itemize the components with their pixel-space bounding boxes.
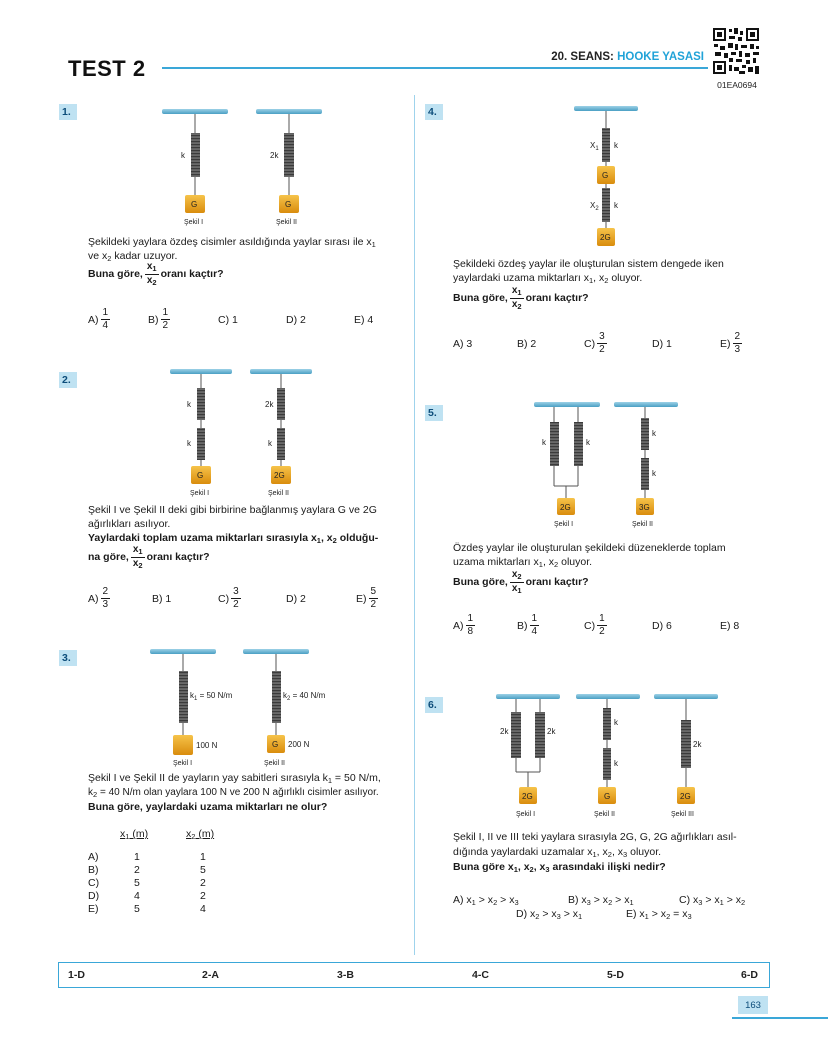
q6-text-line-1: Şekil I, II ve III teki yaylara sırasıyla 2G, G, 2G ağırlıkları asıl- <box>453 831 737 843</box>
question-6-number: 6. <box>425 697 443 713</box>
question-5-number: 5. <box>425 405 443 421</box>
question-2-number: 2. <box>59 372 77 388</box>
q6-spring-2b <box>603 748 611 780</box>
q2-option-d[interactable]: D) 2 <box>286 592 306 605</box>
svg-text:Şekil II: Şekil II <box>594 811 616 818</box>
svg-text:k1 = 50 N/m: $k_1 = 50$ N/m <box>190 691 233 702</box>
svg-text:X1: $X_1$ <box>590 141 599 152</box>
q1-option-b[interactable]: B) $\frac{1}{2}$ <box>148 307 169 331</box>
q5-option-a[interactable]: A) $\frac{1}{8}$ <box>453 613 474 637</box>
q2-option-a[interactable]: A) $\frac{2}{3}$ <box>88 586 109 610</box>
q2-question-line-2: na göre, $\frac{x_1}{x_2}$ oranı kaçtır? <box>88 544 210 570</box>
svg-text:2G: 2G <box>680 792 691 801</box>
svg-text:k: k <box>614 759 618 768</box>
svg-text:Şekil I: Şekil I <box>516 811 536 818</box>
q6-option-d[interactable]: D) $x_2 > x_3 > x_1$ <box>516 908 583 921</box>
q4-figure <box>570 102 650 252</box>
q2-text-line-1: Şekil I ve Şekil II deki gibi birbirine bağlanmış yaylara G ve 2G <box>88 504 377 516</box>
question-1-number: 1. <box>59 104 77 120</box>
q5-spring-2a <box>641 418 649 450</box>
svg-text:100 N: 100 N <box>196 741 218 750</box>
q4-question: Buna göre, $\frac{x_1}{x_2}$ oranı kaçtır? <box>453 285 589 311</box>
q2-spring-1a <box>197 388 205 420</box>
svg-text:k: k <box>586 438 590 447</box>
q4-option-a[interactable]: A) 3 <box>453 337 473 350</box>
q4-options <box>453 332 760 355</box>
svg-text:k2 = 40 N/m: $k_2 = 40$ N/m <box>283 691 326 702</box>
svg-text:Şekil I: Şekil I <box>190 490 210 497</box>
q4-option-b[interactable]: B) 2 <box>517 337 537 350</box>
q4-text-line-1: Şekildeki özdeş yaylar ile oluşturulan sistem dengede iken <box>453 258 724 270</box>
q1-option-a[interactable]: A) $\frac{1}{4}$ <box>88 307 109 331</box>
q3-column-x1: $x_1$ (m) <box>120 828 149 841</box>
session-topic: HOOKE YASASI <box>617 51 704 63</box>
q6-spring-2a <box>603 708 611 740</box>
q2-spring-2b <box>277 428 285 460</box>
test-title: TEST 2 <box>68 56 146 81</box>
q3-text-line-1: Şekil I ve Şekil II de yayların yay sabitleri sırasıyla $k_1 = 50$ N/m, <box>88 772 381 785</box>
q3-option-a[interactable]: A) 1 1 <box>88 850 206 863</box>
svg-text:2G: 2G <box>600 233 611 242</box>
q5-option-c[interactable]: C) $\frac{1}{2}$ <box>584 613 605 637</box>
q1-spring-2-label: 2k <box>270 151 279 160</box>
svg-text:Şekil II: Şekil II <box>632 521 654 528</box>
q1-spring-1-label: k <box>181 151 185 160</box>
svg-text:k: k <box>614 718 618 727</box>
q1-spring-1 <box>191 133 200 177</box>
answer-2: 2-A <box>202 969 219 981</box>
q6-option-a[interactable]: A) $x_1 > x_2 > x_3$ <box>453 894 519 907</box>
q1-options <box>88 308 394 331</box>
svg-text:k: k <box>614 201 618 210</box>
q3-spring-1 <box>179 671 188 723</box>
q5-text-line-2: uzama miktarları $x_1$, $x_2$ oluyor. <box>453 556 593 569</box>
q3-question: Buna göre, yaylardaki uzama miktarları ne olur? <box>88 801 328 813</box>
svg-text:Şekil II: Şekil II <box>264 760 286 767</box>
q1-figure <box>150 105 320 230</box>
q3-option-c[interactable]: C) 5 2 <box>88 876 206 889</box>
q3-option-e[interactable]: E) 5 4 <box>88 902 206 915</box>
q5-option-d[interactable]: D) 6 <box>652 619 672 632</box>
q5-option-e[interactable]: E) 8 <box>720 619 740 632</box>
q1-caption-2: Şekil II <box>276 219 298 226</box>
q5-option-b[interactable]: B) $\frac{1}{4}$ <box>517 613 538 637</box>
q6-question: Buna göre $x_1$, $x_2$, $x_3$ arasındaki ilişki nedir? <box>453 861 666 874</box>
q1-option-d[interactable]: D) 2 <box>286 313 306 326</box>
q2-options <box>88 587 396 610</box>
q2-text-line-2: ağırlıkları asılıyor. <box>88 518 171 530</box>
q3-spring-2 <box>272 671 281 723</box>
q3-column-x2: $x_2$ (m) <box>186 828 215 841</box>
svg-text:2k: 2k <box>547 727 556 736</box>
svg-text:k: k <box>652 469 656 478</box>
answer-6: 6-D <box>741 969 758 981</box>
svg-text:3G: 3G <box>639 503 650 512</box>
svg-text:Şekil II: Şekil II <box>268 490 290 497</box>
session-label <box>551 51 704 63</box>
svg-text:2k: 2k <box>500 727 509 736</box>
svg-text:Şekil III: Şekil III <box>671 811 694 818</box>
q5-spring-1a <box>550 422 559 466</box>
answer-1: 1-D <box>68 969 85 981</box>
q3-option-b[interactable]: B) 2 5 <box>88 863 206 876</box>
q4-text-line-2: yaylardaki uzama miktarları $x_1$, $x_2$ oluyor. <box>453 272 643 285</box>
q3-weight-1 <box>173 735 193 755</box>
q2-spring-2a <box>277 388 285 420</box>
q5-spring-2b <box>641 458 649 490</box>
q1-weight-1-label: G <box>191 200 198 209</box>
svg-text:k: k <box>187 439 191 448</box>
svg-text:2k: 2k <box>693 740 702 749</box>
svg-text:2G: 2G <box>560 503 571 512</box>
q1-spring-2 <box>284 133 294 177</box>
q2-question-line-1: Yaylardaki toplam uzama miktarları sırasıyla $x_1$, $x_2$ olduğu- <box>88 532 379 545</box>
q3-figure <box>148 645 348 770</box>
answer-5: 5-D <box>607 969 624 981</box>
q6-spring-1b <box>535 712 545 758</box>
session-number: 20. SEANS: <box>551 51 614 63</box>
answer-key-bar <box>58 962 770 988</box>
q2-option-b[interactable]: B) 1 <box>152 592 172 605</box>
q1-text-line-1: Şekildeki yaylara özdeş cisimler asıldığında yaylar sırası ile $x_1$ <box>88 236 376 249</box>
column-divider <box>414 95 415 955</box>
qr-code-icon[interactable] <box>712 27 760 75</box>
svg-text:k: k <box>187 400 191 409</box>
svg-text:k: k <box>614 141 618 150</box>
q6-option-b[interactable]: B) $x_3 > x_2 > x_1$ <box>568 894 634 907</box>
q1-ceiling-1 <box>162 109 228 114</box>
q4-option-d[interactable]: D) 1 <box>652 337 672 350</box>
q1-caption-1: Şekil I <box>184 219 204 226</box>
question-3-number: 3. <box>59 650 77 666</box>
q6-text-line-2: dığında yaylardaki uzamalar $x_1$, $x_2$, $x_3$ oluyor. <box>453 846 662 859</box>
q4-option-e[interactable]: E) $\frac{2}{3}$ <box>720 331 741 355</box>
q1-text-line-2: ve $x_2$ kadar uzuyor. <box>88 250 178 263</box>
svg-text:G: G <box>197 471 204 480</box>
q4-spring-1 <box>602 128 610 162</box>
q1-question: Buna göre, $\frac{x_1}{x_2}$ oranı kaçtır? <box>88 261 224 287</box>
svg-text:k: k <box>268 439 272 448</box>
q5-options <box>453 614 760 637</box>
svg-text:G: G <box>604 792 611 801</box>
svg-text:2G: 2G <box>274 471 285 480</box>
page-rule <box>732 1017 828 1019</box>
q6-option-c[interactable]: C) $x_3 > x_1 > x_2$ <box>679 894 746 907</box>
q6-spring-3 <box>681 720 691 768</box>
qr-code-label: 01EA0694 <box>717 80 757 90</box>
svg-text:2G: 2G <box>522 792 533 801</box>
q1-ceiling-2 <box>256 109 322 114</box>
svg-text:k: k <box>652 429 656 438</box>
q6-spring-1a <box>511 712 521 758</box>
q2-option-e[interactable]: E) $\frac{5}{2}$ <box>356 586 377 610</box>
q5-figure <box>530 398 690 533</box>
q2-option-c[interactable]: C) $\frac{3}{2}$ <box>218 586 239 610</box>
answer-3: 3-B <box>337 969 354 981</box>
answer-4: 4-C <box>472 969 489 981</box>
svg-text:Şekil I: Şekil I <box>554 521 574 528</box>
svg-text:G: G <box>602 171 609 180</box>
svg-text:200 N: 200 N <box>288 740 310 749</box>
q4-option-c[interactable]: C) $\frac{3}{2}$ <box>584 331 605 355</box>
q1-option-e[interactable]: E) 4 <box>354 313 374 326</box>
q4-spring-2 <box>602 188 610 222</box>
q2-spring-1b <box>197 428 205 460</box>
q5-question: Buna göre, $\frac{x_2}{x_1}$ oranı kaçtır? <box>453 569 589 595</box>
svg-text:Şekil I: Şekil I <box>173 760 193 767</box>
q1-weight-2-label: G <box>285 200 292 209</box>
q3-options-table <box>88 850 206 915</box>
question-4-number: 4. <box>425 104 443 120</box>
q1-option-c[interactable]: C) 1 <box>218 313 238 326</box>
svg-text:k: k <box>542 438 546 447</box>
svg-text:X2: $X_2$ <box>590 201 599 212</box>
page-number: 163 <box>738 996 768 1014</box>
svg-text:2k: 2k <box>265 400 274 409</box>
q2-figure <box>160 366 320 501</box>
header-rule <box>162 67 708 69</box>
svg-text:G: G <box>272 740 279 749</box>
q5-text-line-1: Özdeş yaylar ile oluşturulan şekildeki düzeneklerde toplam <box>453 542 726 554</box>
q5-spring-1b <box>574 422 583 466</box>
q6-option-e[interactable]: E) $x_1 > x_2 = x_3$ <box>626 908 692 921</box>
q3-text-line-2: $k_2 = 40$ N/m olan yaylara 100 N ve 200 N ağırlıklı cisimler asılıyor. <box>88 787 379 799</box>
q3-option-d[interactable]: D) 4 2 <box>88 889 206 902</box>
q6-figure <box>490 690 730 820</box>
